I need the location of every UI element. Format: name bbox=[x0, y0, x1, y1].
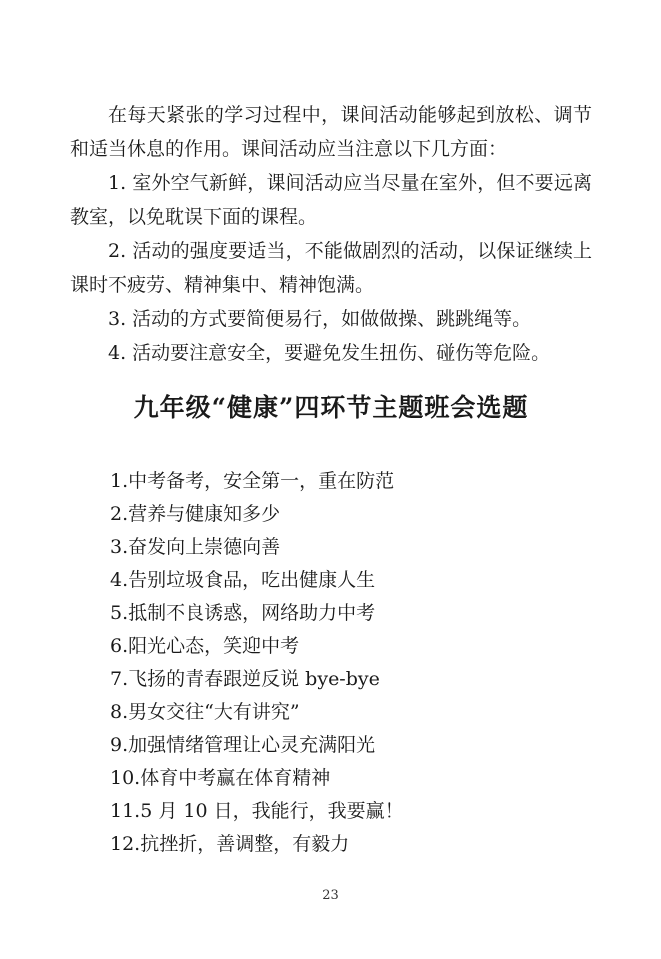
topic-item: 3.奋发向上崇德向善 bbox=[110, 536, 281, 558]
topic-item: 6.阳光心态，笑迎中考 bbox=[110, 635, 300, 657]
section-title: 九年级“健康”四环节主题班会选题 bbox=[133, 393, 529, 422]
page-number: 23 bbox=[322, 888, 339, 903]
topic-item: 1.中考备考，安全第一，重在防范 bbox=[110, 470, 395, 492]
activity-rule-3: 3. 活动的方式要简便易行，如做做操、跳跳绳等。 bbox=[108, 308, 532, 330]
activity-rule-1: 1. 室外空气新鲜，课间活动应当尽量在室外，但不要远离教室，以免耽误下面的课程。 bbox=[70, 172, 592, 228]
topic-list bbox=[110, 465, 590, 861]
topic-item: 9.加强情绪管理让心灵充满阳光 bbox=[110, 734, 376, 756]
activity-rule-4: 4. 活动要注意安全，要避免发生扭伤、碰伤等危险。 bbox=[108, 342, 551, 364]
topic-item: 7.飞扬的青春跟逆反说 bye-bye bbox=[110, 668, 380, 690]
topic-item: 11.5 月 10 日，我能行，我要赢！ bbox=[110, 800, 404, 822]
activity-rule-2: 2. 活动的强度要适当，不能做剧烈的活动，以保证继续上课时不疲劳、精神集中、精神饱满。 bbox=[70, 240, 592, 296]
topic-item: 8.男女交往“大有讲究” bbox=[110, 701, 300, 723]
topic-item: 4.告别垃圾食品，吃出健康人生 bbox=[110, 569, 376, 591]
intro-paragraph: 在每天紧张的学习过程中，课间活动能够起到放松、调节和适当休息的作用。课间活动应当注意以下几方面： bbox=[70, 104, 592, 160]
topic-item: 12.抗挫折，善调整，有毅力 bbox=[110, 833, 350, 855]
topic-item: 10.体育中考赢在体育精神 bbox=[110, 767, 331, 789]
topic-item: 5.抵制不良诱惑，网络助力中考 bbox=[110, 602, 376, 624]
intro-section bbox=[70, 98, 592, 370]
topic-item: 2.营养与健康知多少 bbox=[110, 503, 281, 525]
